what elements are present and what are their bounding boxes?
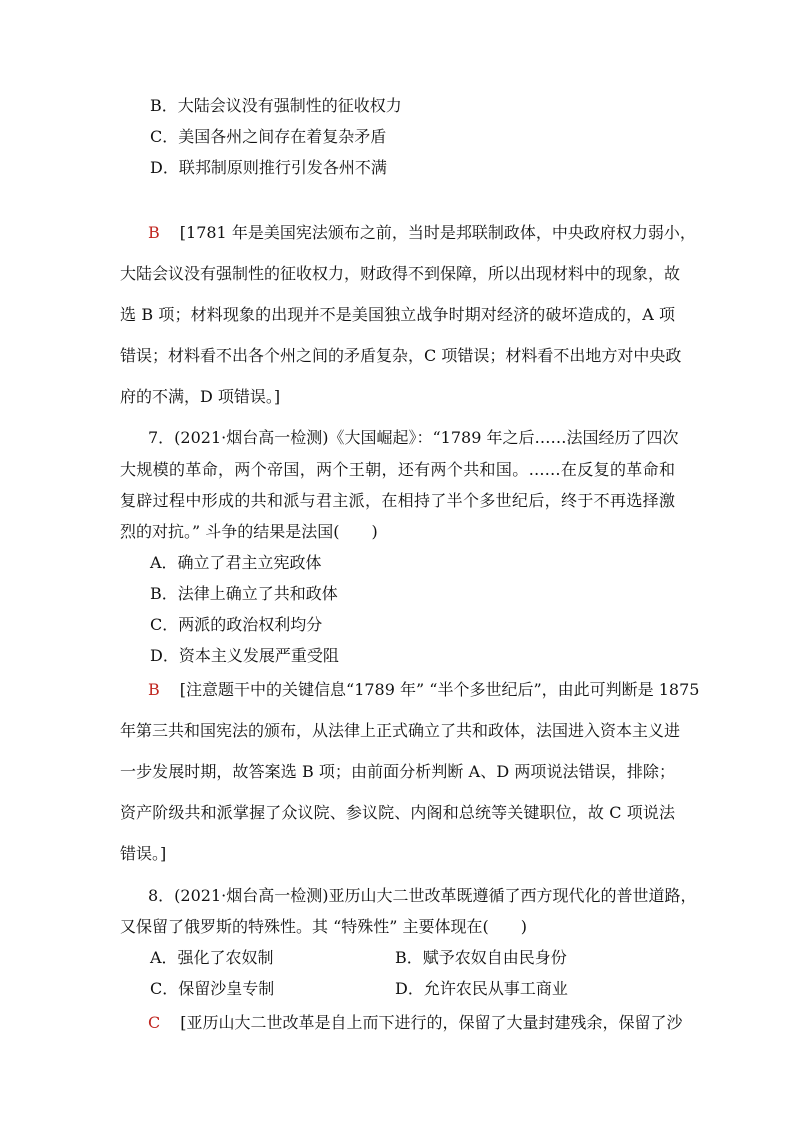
question-stem: 复辟过程中形成的共和派与君主派，在相持了半个多世纪后，终于不再选择激 (120, 491, 675, 510)
explanation-line: 一步发展时期，故答案选 B 项；由前面分析判断 A、D 两项说法错误，排除； (120, 762, 675, 781)
explanation-line: 年第三共和国宪法的颁布，从法律上正式确立了共和政体，法国进入资本主义进 (120, 721, 681, 740)
option-c: C．保留沙皇专制 (150, 979, 275, 998)
explanation-line: B [1781 年是美国宪法颁布之前，当时是邦联制政体，中央政府权力弱小， (148, 223, 696, 242)
option-d: D．允许农民从事工商业 (395, 979, 568, 998)
question-stem: 又保留了俄罗斯的特殊性。其 “特殊性” 主要体现在( ) (120, 917, 528, 936)
question-stem: 7．(2021·烟台高一检测)《大国崛起》：“1789 年之后……法国经历了四次 (148, 428, 679, 447)
answer-letter: C (148, 1013, 161, 1032)
explanation-line: B [注意题干中的关键信息“1789 年” “半个多世纪后”，由此可判断是 1875 (148, 680, 700, 699)
explanation-line: 错误。] (120, 844, 167, 863)
question-stem: 8．(2021·烟台高一检测)亚历山大二世改革既遵循了西方现代化的普世道路， (148, 886, 697, 905)
option-c: C．美国各州之间存在着复杂矛盾 (150, 127, 387, 146)
explanation-line: 资产阶级共和派掌握了众议院、参议院、内阁和总统等关键职位，故 C 项说法 (120, 803, 675, 822)
question-stem: 烈的对抗。” 斗争的结果是法国( ) (120, 522, 378, 541)
explanation-line: 大陆会议没有强制性的征收权力，财政得不到保障，所以出现材料中的现象，故 (120, 264, 681, 283)
option-d: D．联邦制原则推行引发各州不满 (150, 158, 387, 177)
explanation-line: 错误；材料看不出各个州之间的矛盾复杂，C 项错误；材料看不出地方对中央政 (120, 346, 682, 365)
explanation-line: 选 B 项；材料现象的出现并不是美国独立战争时期对经济的破坏造成的，A 项 (120, 305, 675, 324)
option-b: B．赋予农奴自由民身份 (395, 948, 567, 967)
option-a: A．强化了农奴制 (150, 948, 274, 967)
answer-letter: B (148, 680, 160, 699)
option-b: B．法律上确立了共和政体 (150, 584, 338, 603)
explanation-line: C [亚历山大二世改革是自上而下进行的，保留了大量封建残余，保留了沙 (148, 1013, 683, 1032)
question-stem: 大规模的革命，两个帝国，两个王朝，还有两个共和国。……在反复的革命和 (120, 460, 675, 479)
option-a: A．确立了君主立宪政体 (150, 553, 322, 572)
explanation-line: 府的不满，D 项错误。] (120, 387, 281, 406)
option-b: B．大陆会议没有强制性的征收权力 (150, 96, 402, 115)
option-c: C．两派的政治权利均分 (150, 615, 323, 634)
answer-letter: B (148, 223, 160, 242)
option-d: D．资本主义发展严重受阻 (150, 646, 339, 665)
